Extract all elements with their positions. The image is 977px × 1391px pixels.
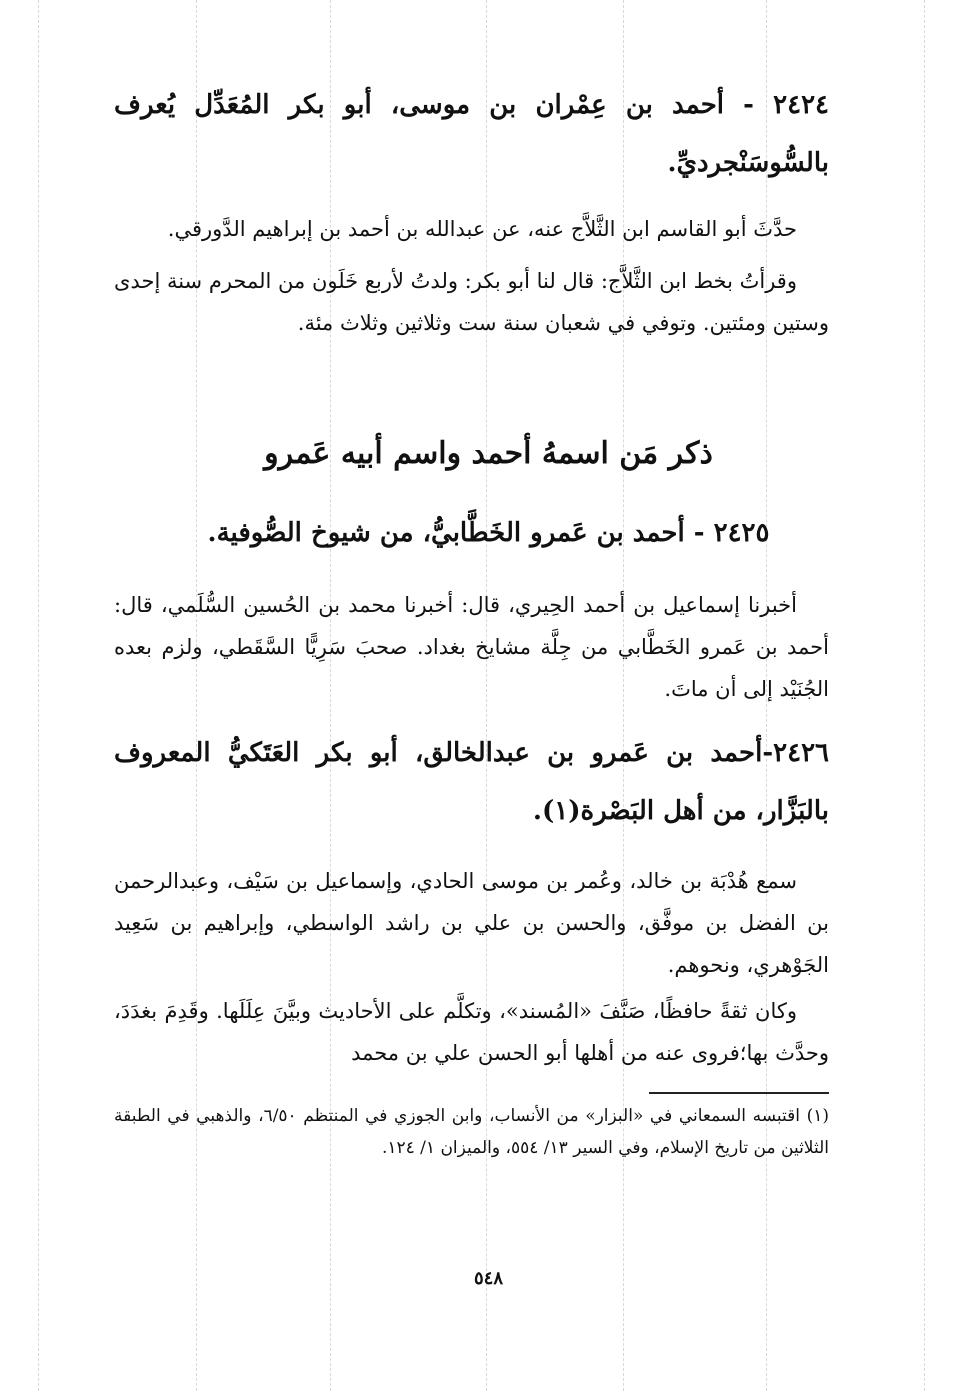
entry-2426	[114, 724, 829, 1074]
section-title: ذكر مَن اسمهُ أحمد واسم أبيه عَمرو	[264, 436, 713, 471]
entry-2426-paragraph-2: وكان ثقةً حافظًا، صَنَّفَ «المُسند»، وتكلَّم على الأحاديث وبيَّنَ عِلَلَها. وقَدِمَ بغدَدَ، وحدَّث بها؛فروى عنه من أهلها أبو الحسن علي بن محمد	[114, 999, 829, 1065]
scan-guide-line	[924, 0, 925, 1391]
entry-2425	[114, 584, 829, 710]
page-number: ٥٤٨	[473, 1268, 503, 1289]
footnote: (١) اقتبسه السمعاني في «البزار» من الأنساب، وابن الجوزي في المنتظم ٦/٥٠، والذهبي في الطبقة الثلاثين من تاريخ الإسلام، وفي السير ١٣/ ٥٥٤، والميزان ١/ ١٢٤.	[114, 1106, 829, 1158]
entry-2426-paragraph-1: سمع هُدْبَة بن خالد، وعُمر بن موسى الحادي، وإسماعيل بن سَيْف، وعبدالرحمن بن الفضل بن موفَّق، والحسن بن علي بن راشد الواسطي، وإبراهيم بن سَعِيد الجَوْهري، ونحوهم.	[114, 869, 829, 977]
footnote-separator	[649, 1092, 829, 1094]
entry-2424-paragraph-2: وقرأتُ بخط ابن الثَّلاَّج: قال لنا أبو بكر: ولدتُ لأربع خَلَون من المحرم سنة إحدى وستين ومئتين. وتوفي في شعبان سنة ست وثلاثين وثلاث مئة.	[114, 269, 829, 335]
entry-2424	[114, 76, 829, 344]
entry-2426-heading: ٢٤٢٦-أحمد بن عَمرو بن عبدالخالق، أبو بكر العَتَكيُّ المعروف بالبَزَّار، من أهل البَصْرة(١).	[114, 738, 829, 826]
entry-2425-heading: ٢٤٢٥ - أحمد بن عَمرو الخَطَّابيُّ، من شيوخ الصُّوفية.	[207, 518, 770, 548]
entry-2424-paragraph-1: حدَّثَ أبو القاسم ابن الثَّلاَّج عنه، عن عبدالله بن أحمد بن إبراهيم الدَّورقي.	[167, 217, 797, 241]
entry-2425-paragraph-1: أخبرنا إسماعيل بن أحمد الحِيري، قال: أخبرنا محمد بن الحُسين السُّلَمي، قال: أحمد بن عَمرو الخَطَّابي من جِلَّة مشايخ بغداد. صحبَ سَرِيًّا السَّقَطي، ولزم بعده الجُنَيْد إلى أن ماتَ.	[114, 593, 829, 701]
entry-2424-heading: ٢٤٢٤ - أحمد بن عِمْران بن موسى، أبو بكر المُعَدِّل يُعرف بالسُّوسَنْجرديِّ.	[114, 90, 829, 178]
scan-guide-line	[38, 0, 39, 1391]
